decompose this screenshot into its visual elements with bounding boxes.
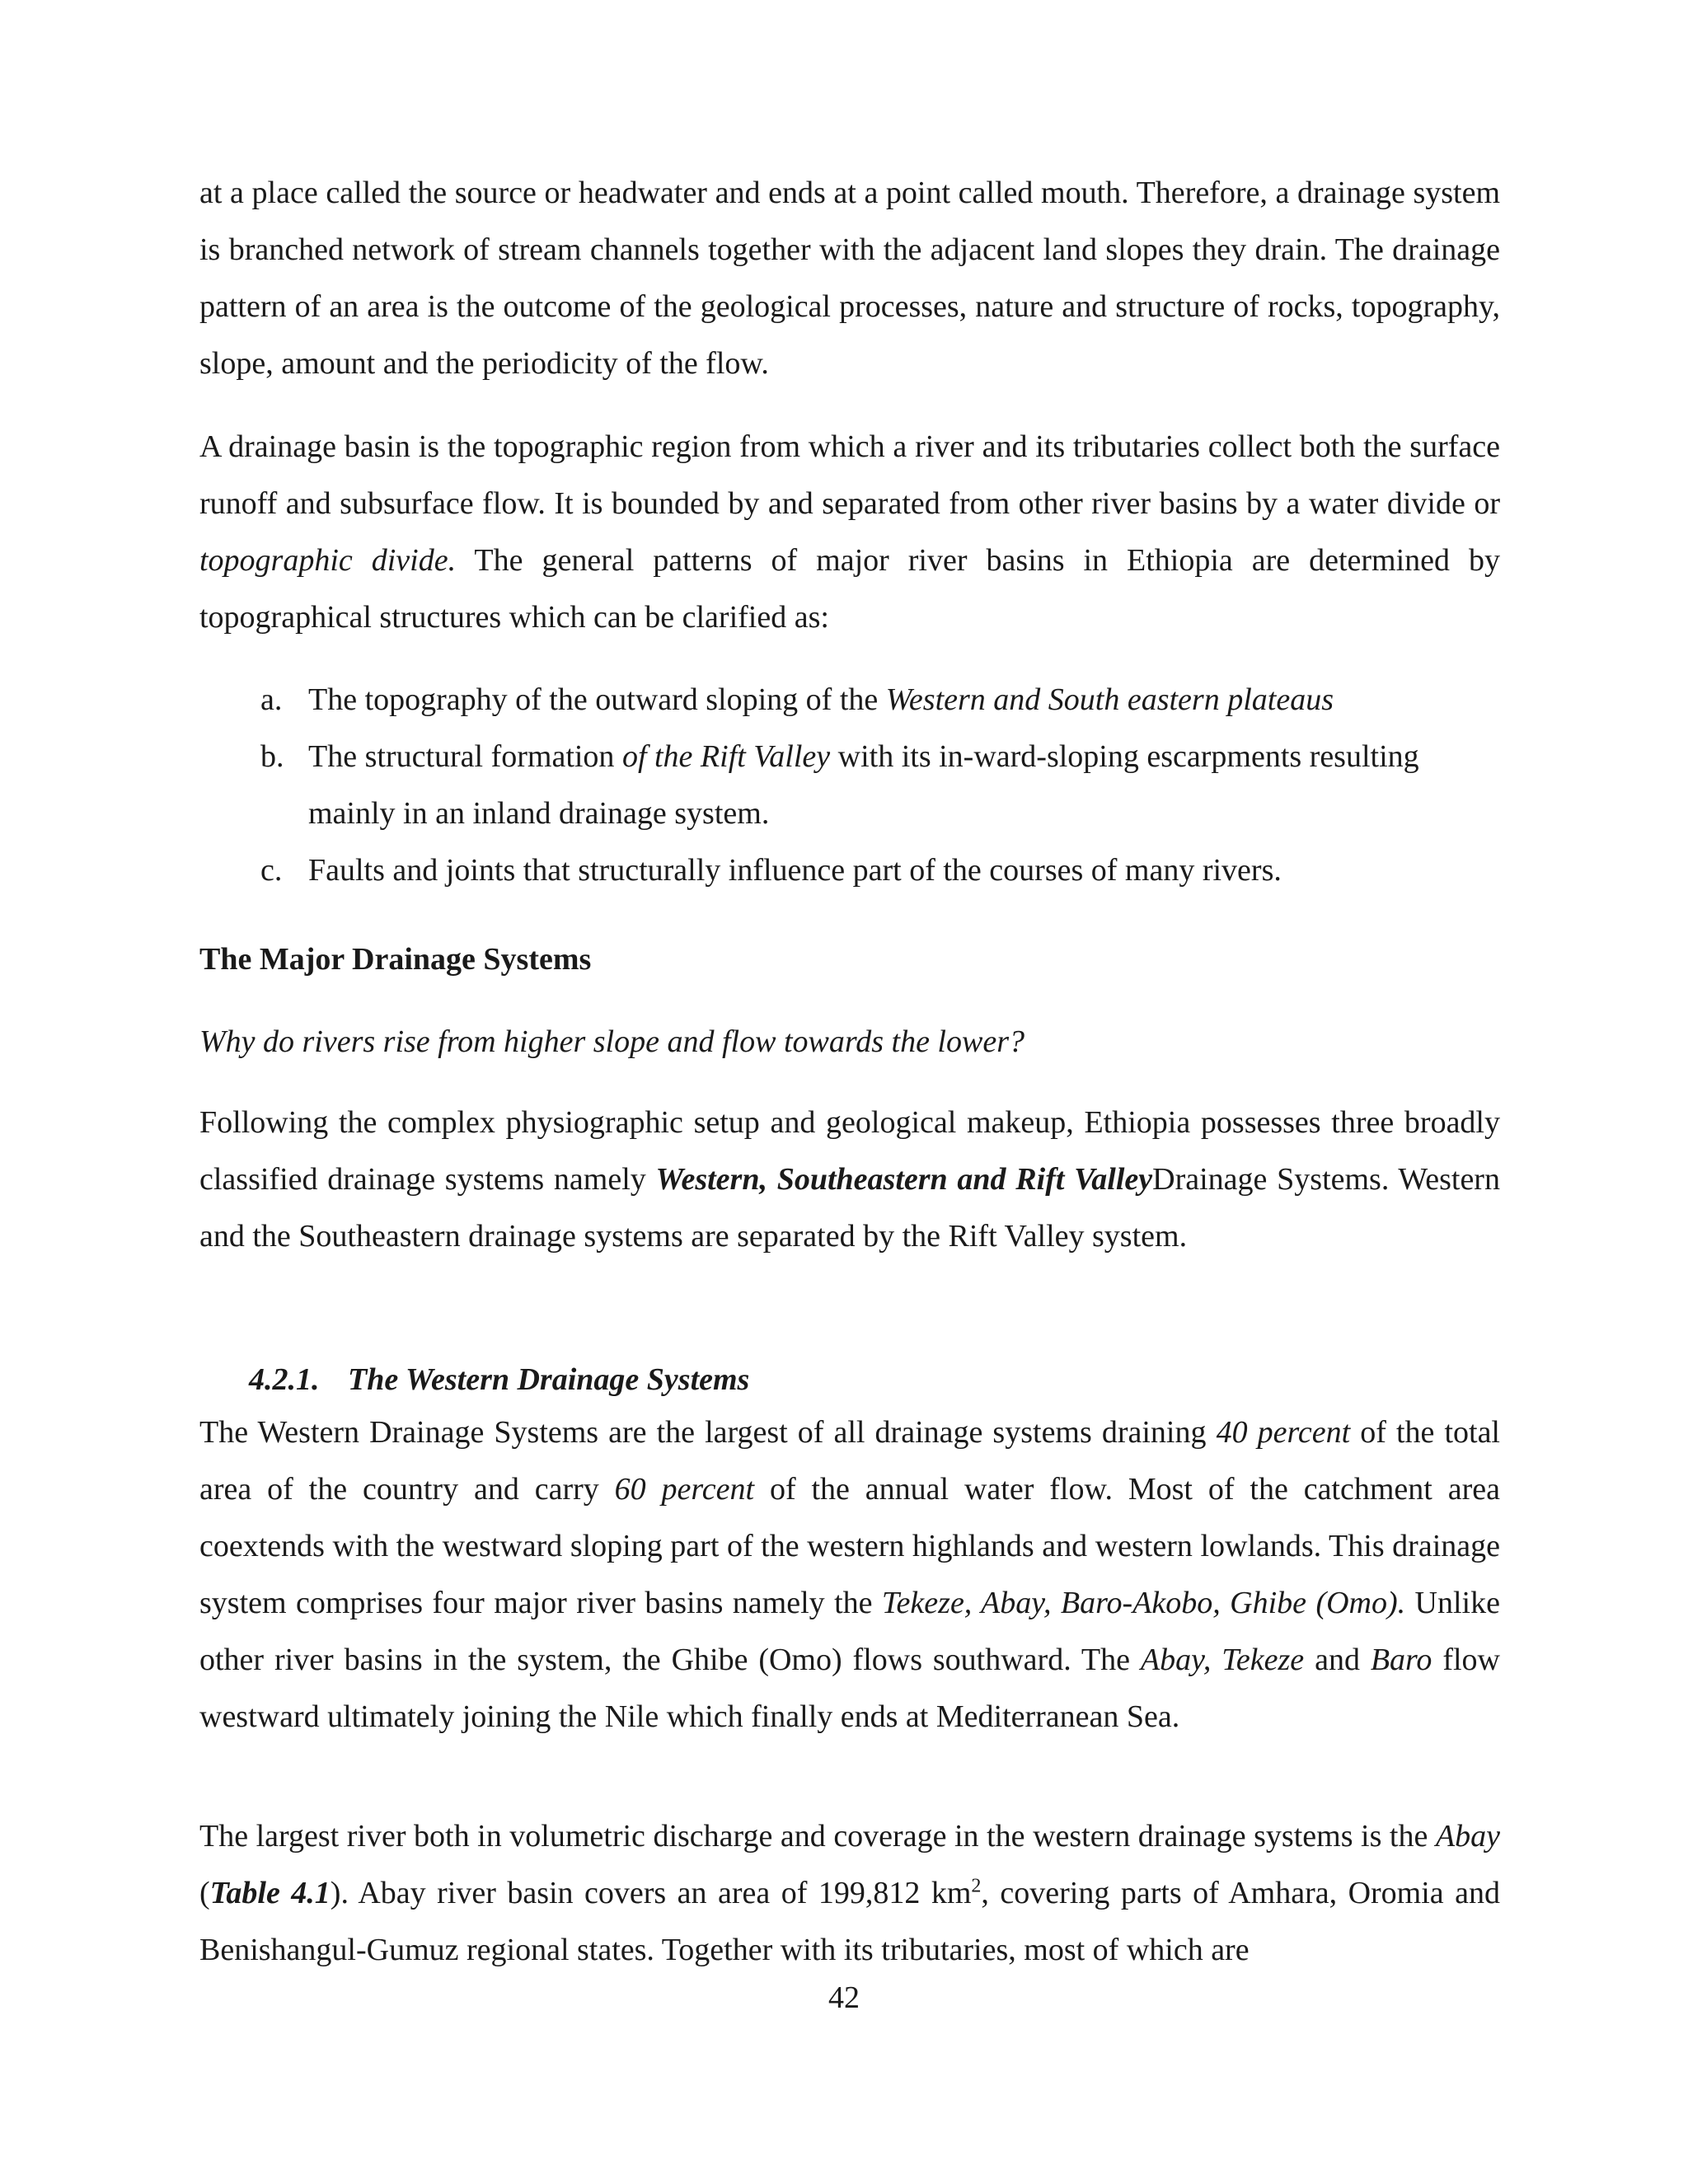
- paragraph-western-systems: The Western Drainage Systems are the largest of all drainage systems draining 40 percent of the total area of the country and carry 60 percent of the annual water flow. Most of the catchment area coextends with the westward sloping part of the western highlands and western lowlands. This drainage system comprises four major river basins namely the Tekeze, Abay, Baro-Akobo, Ghibe (Omo). Unlike other river basins in the system, the Ghibe (Omo) flows southward. The Abay, Tekeze and Baro flow westward ultimately joining the Nile which finally ends at Mediterranean Sea.: [199, 1415, 1500, 1734]
- paragraph-drainage-system: at a place called the source or headwater and ends at a point called mouth. Therefore, a drainage system is branched network of stream channels together with the adjacent land slopes they drain. The drainage pattern of an area is the outcome of the geological processes, nature and structure of rocks, topography, slope, amount and the periodicity of the flow.: [199, 176, 1500, 381]
- paragraph-major-systems: Following the complex physiographic setup and geological makeup, Ethiopia possesses three broadly classified drainage systems namely Western, Southeastern and Rift ValleyDrainage Systems. Western and the Southeastern drainage systems are separated by the Rift Valley system.: [199, 1105, 1500, 1254]
- page-number: 42: [828, 1980, 860, 2015]
- paragraph-abay-basin: The largest river both in volumetric discharge and coverage in the western drainage systems is the Abay (Table 4.1). Abay river basin covers an area of 199,812 $km^2$, covering parts of Amhara, Oromia and Benishangul-Gumuz regional states. Together with its tributaries, most of which are: [199, 1819, 1500, 1967]
- section-heading: The Major Drainage Systems: [199, 942, 592, 977]
- paragraph-drainage-basin: A drainage basin is the topographic region from which a river and its tributaries collect both the surface runoff and subsurface flow. It is bounded by and separated from other river basins by a water divide or topographic divide. The general patterns of major river basins in Ethiopia are determined by topographical structures which can be clarified as:: [199, 429, 1500, 635]
- list-item: b. The structural formation of the Rift Valley with its in-ward-sloping escarpments resulting mainly in an inland drainage system.: [260, 739, 1419, 831]
- topography-list: [199, 672, 1500, 899]
- list-item: c. Faults and joints that structurally influence part of the courses of many rivers.: [260, 853, 1282, 888]
- subsection-heading: 4.2.1. The Western Drainage Systems: [249, 1362, 750, 1397]
- list-item: a. The topography of the outward sloping of the Western and South eastern plateaus: [260, 682, 1334, 717]
- guiding-question: Why do rivers rise from higher slope and flow towards the lower?: [199, 1024, 1025, 1059]
